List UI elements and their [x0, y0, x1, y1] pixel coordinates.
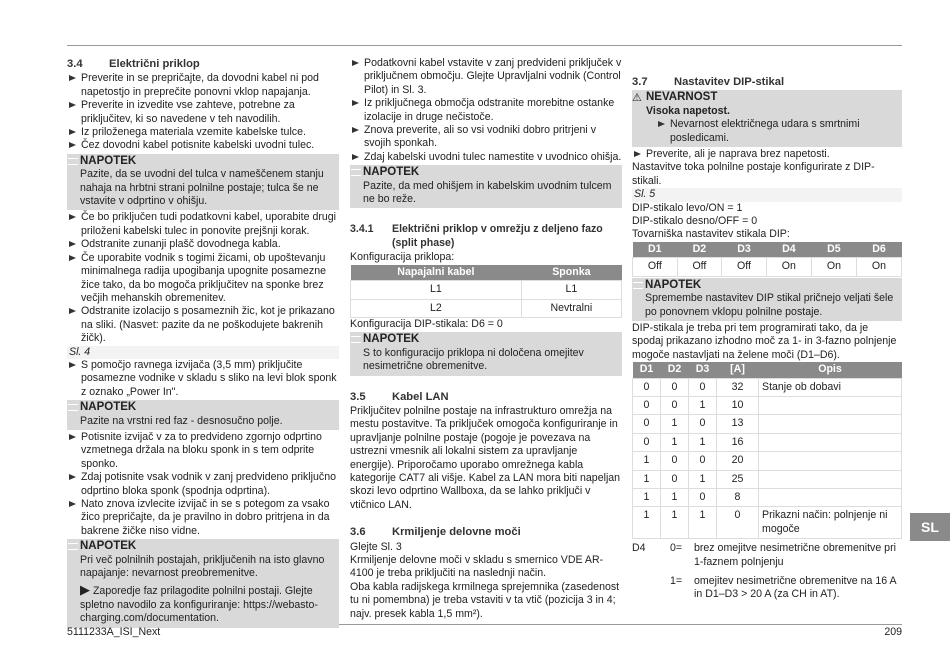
column-header: [A] — [717, 362, 759, 378]
hand-pointer-icon — [68, 404, 78, 411]
d4-label: D4 — [632, 542, 646, 555]
note-text: Pri več polnilnih postajah, priključenih na isto glavno napajanje: nevarnost preobremenitve. — [80, 553, 325, 580]
hand-pointer-icon — [351, 336, 361, 343]
page-number: 209 — [884, 626, 902, 638]
table-row — [633, 396, 902, 414]
bullet-item: Nato znova izvlecite izvijač in se s potegom za vsako žico prepričajte, da je pravilno in dobro pritrjena in da bakrene žičke niso vidne. — [67, 498, 339, 538]
note-label: NAPOTEK — [645, 278, 702, 291]
paragraph: Krmiljenje delovne moči v skladu s smernico VDE AR-4100 je treba priključiti na naslednji način. — [350, 554, 604, 580]
figure-caption: Sl. 5 — [632, 188, 902, 201]
arrow-icon: ▶ — [80, 582, 90, 598]
hand-pointer-icon — [68, 543, 78, 550]
bullet-item: Iz priloženega materiala vzemite kabelske tulce. — [67, 126, 339, 139]
hand-pointer-icon — [351, 169, 361, 176]
table-cell: L1 — [521, 281, 621, 299]
note-text: Pazite, da se uvodni del tulca v nameščenem stanju nahaja na hrbtni strani polnilne postaje; tulca še ne vstavite v odprtino v ohišju. — [80, 168, 324, 208]
note-box — [350, 165, 622, 208]
note-text: S to konfiguracijo priklopa ni določena omejitev nesimetrične obremenitve. — [363, 346, 584, 373]
table-cell — [759, 415, 902, 433]
document-id: 5111233A_ISI_Next — [67, 626, 161, 638]
left-column — [67, 58, 339, 629]
table-cell: On — [811, 258, 856, 276]
paragraph: Nastavitve toka polnilne postaje konfigurirate z DIP-stikali. — [632, 161, 875, 187]
table-cell: 1 — [689, 433, 717, 451]
column-header: D2 — [677, 242, 722, 258]
table-cell: Nevtralni — [521, 299, 621, 317]
table-cell: 1 — [689, 507, 717, 539]
bullet-item: Čez dovodni kabel potisnite kabelski uvodni tulec. — [67, 139, 339, 152]
bullet-item: Odstranite zunanji plašč dovodnega kabla. — [67, 238, 339, 251]
table-cell: 1 — [633, 488, 661, 506]
table-cell: 20 — [717, 452, 759, 470]
note-step-text: Zaporedje faz prilagodite polnilni postaji. Glejte spletno navodilo za konfiguriranje: https://webasto-charging.com/documentation. — [80, 585, 318, 625]
paragraph: Oba kabla radijskega krmilnega sprejemnika (zasedenost tu ni pomembna) je treba vstaviti v ta vtič (pozicija 3 in 4; najv. presek kabla 1,5 mm²). — [350, 580, 620, 620]
table-cell: Off — [633, 258, 678, 276]
note-box — [350, 332, 622, 375]
table-cell: 0 — [689, 378, 717, 396]
danger-subtitle: Visoka napetost. — [646, 104, 730, 117]
section-number: 3.6 — [350, 526, 366, 539]
hand-pointer-icon — [68, 158, 78, 165]
column-header: Napajalni kabel — [351, 265, 522, 281]
d4-value-1: 1= — [670, 575, 683, 587]
column-header: D3 — [722, 242, 767, 258]
language-tab: SL — [910, 513, 950, 541]
column-header: Opis — [759, 362, 902, 378]
table-cell — [759, 396, 902, 414]
table-row — [633, 378, 902, 396]
section-title: Kabel LAN — [392, 390, 449, 403]
bullet-item: Preverite in izvedite vse zahteve, potrebne za priključitev, ki so navedene v teh navodilih. — [67, 99, 339, 126]
table-cell — [759, 433, 902, 451]
note-step — [80, 583, 335, 625]
danger-bullet: Nevarnost električnega udara s smrtnimi posledicami. — [656, 118, 898, 145]
column-header: D4 — [766, 242, 811, 258]
note-label: NAPOTEK — [363, 166, 420, 179]
note-text: Pazite, da med ohišjem in kabelskim uvodnim tulcem ne bo reže. — [363, 179, 612, 206]
dip-config-text: Konfiguracija DIP-stikala: D6 = 0 — [350, 317, 503, 330]
section-title: Krmiljenje delovne moči — [392, 526, 521, 539]
bullet-item: Potisnite izvijač v za to predvideno zgornjo odprtino vzmetnega držala na bloku sponk in s tem odprite sponko. — [67, 431, 339, 471]
column-header: D1 — [633, 242, 678, 258]
table-cell: 0 — [661, 378, 689, 396]
column-header: D2 — [661, 362, 689, 378]
bullet-item: Če bo priključen tudi podatkovni kabel, uporabite drugi priloženi kabelski tulec in ponovite prejšnji korak. — [67, 211, 339, 238]
table-cell: L1 — [351, 281, 522, 299]
table-cell: 1 — [633, 470, 661, 488]
right-column — [632, 76, 902, 602]
table-cell: 32 — [717, 378, 759, 396]
table-cell: 8 — [717, 488, 759, 506]
note-box — [67, 539, 339, 627]
column-header: D3 — [689, 362, 717, 378]
danger-label: NEVARNOST — [646, 91, 718, 104]
table-row — [633, 488, 902, 506]
d4-description — [632, 542, 902, 602]
table-row — [351, 281, 622, 299]
column-header: D6 — [856, 242, 901, 258]
section-heading-3-4-1 — [350, 223, 622, 250]
paragraph: DIP-stikala je treba pri tem programirati tako, da je spodaj prikazano izhodno moč za 1- in 3-fazno polnjenje mogoče nastavljati na želene moči (D1–D6). — [632, 321, 897, 361]
table-cell: L2 — [351, 299, 522, 317]
bullet-item: Odstranite izolacijo s posameznih žic, kot je prikazano na sliki. (Nasvet: pazite da ne poškodujete bakrenih žičk). — [67, 305, 339, 345]
note-box — [67, 154, 339, 211]
lan-paragraph: Priključitev polnilne postaje na infrastrukturo omrežja na mestu postavitve. Ta priključek omogoča konfiguriranje in upravljanje polnilne postaje (pogoje je povezava na ustrezni vmesnik ali lokalni sistem za upravljanje energije). Priporočamo uporabo omrežnega kabla kategorije CAT7 ali višje. Kabel za LAN mora biti napeljan skozi levo odprtino Wallboxa, da se lahko priključi v vtičnico LAN. — [350, 404, 621, 511]
table-cell: 0 — [633, 415, 661, 433]
table-row — [633, 433, 902, 451]
table-cell: 13 — [717, 415, 759, 433]
bullet-item: Zdaj potisnite vsak vodnik v zanj predvideno priključno odprtino bloka sponk (spodnja odprtina). — [67, 471, 339, 498]
table-row — [633, 452, 902, 470]
table-cell: 0 — [717, 507, 759, 539]
section-number: 3.4.1 — [350, 223, 374, 236]
table-cell: Off — [677, 258, 722, 276]
table-cell: 1 — [661, 415, 689, 433]
section-heading-3-5 — [350, 391, 622, 404]
table-cell: On — [856, 258, 901, 276]
section-number: 3.7 — [632, 76, 648, 88]
table-row — [633, 415, 902, 433]
figure-caption: Sl. 4 — [67, 346, 339, 359]
table-cell: 16 — [717, 433, 759, 451]
factory-setting-label: Tovarniška nastavitev stikala DIP: — [632, 228, 790, 241]
bullet-list — [67, 431, 339, 538]
note-text: Pazite na vrstni red faz - desnosučno polje. — [80, 414, 283, 427]
bullet-item: Preverite, ali je naprava brez napetosti. — [632, 148, 902, 161]
section-heading-3-6 — [350, 526, 622, 539]
section-title: Nastavitev DIP-stikal — [674, 76, 785, 88]
table-row — [351, 299, 622, 317]
note-box — [67, 400, 339, 430]
d4-text-1: omejitev nesimetrične obremenitve na 16 A in D1–D3 > 20 A (za CH in AT). — [694, 575, 896, 601]
table-cell — [759, 470, 902, 488]
note-box — [632, 278, 902, 321]
current-dip-table — [632, 362, 902, 539]
note-text: Spremembe nastavitev DIP stikal pričnejo veljati šele po ponovnem vklopu polnilne postaje. — [645, 292, 894, 318]
note-label: NAPOTEK — [80, 401, 137, 414]
middle-column — [350, 57, 622, 621]
bullet-item: Zdaj kabelski uvodni tulec namestite v uvodnico ohišja. — [350, 151, 622, 164]
bullet-item: Znova preverite, ali so vsi vodniki dobro pritrjeni v svojih sponkah. — [350, 124, 622, 151]
paragraph: Glejte Sl. 3 — [350, 540, 402, 553]
table-cell: 0 — [633, 396, 661, 414]
table-cell: 10 — [717, 396, 759, 414]
column-header: Sponka — [521, 265, 621, 281]
table-cell: Prikazni način: polnjenje ni mogoče — [759, 507, 902, 539]
factory-dip-table — [632, 242, 902, 277]
dip-left-on: DIP-stikalo levo/ON = 1 — [632, 201, 743, 214]
table-row — [633, 258, 902, 276]
table-cell: 0 — [689, 452, 717, 470]
bullet-list — [67, 359, 339, 399]
dip-right-off: DIP-stikalo desno/OFF = 0 — [632, 215, 758, 228]
table-cell — [759, 452, 902, 470]
section-heading-3-7 — [632, 76, 902, 89]
connection-config-table — [350, 265, 622, 318]
column-header: D5 — [811, 242, 856, 258]
note-label: NAPOTEK — [363, 333, 420, 346]
note-label: NAPOTEK — [80, 154, 137, 167]
bullet-item: S pomočjo ravnega izvijača (3,5 mm) priključite posamezne vodnike v skladu s sliko na levi blok sponk z oznako „Power In". — [67, 359, 339, 399]
section-title: Električni priklop v omrežju z deljeno fazo (split phase) — [392, 223, 603, 249]
bullet-list — [67, 72, 339, 152]
table-cell: Off — [722, 258, 767, 276]
table-cell — [759, 488, 902, 506]
top-rule — [67, 45, 902, 46]
table-cell: 25 — [717, 470, 759, 488]
hand-pointer-icon — [633, 282, 643, 289]
bullet-item: Če uporabite vodnik s togimi žicami, ob upoštevanju minimalnega radija upogibanja upognite posamezne žice tako, da bo mogoča priključitev na sponke brez večjih mehanskih obremenitev. — [67, 252, 339, 306]
danger-box — [632, 90, 902, 147]
bullet-item: Podatkovni kabel vstavite v zanj predvideni priključek v priključnem območju. Glejte Upravljalni vodnik (Control Pilot) in Sl. 3. — [350, 57, 622, 97]
table-cell: 0 — [661, 452, 689, 470]
section-heading-3-4 — [67, 58, 339, 71]
d4-text-0: brez omejitve nesimetrične obremenitve pri 1-faznem polnjenju — [694, 542, 896, 568]
bullet-list — [350, 57, 622, 164]
table-cell: 1 — [689, 470, 717, 488]
table-cell: On — [766, 258, 811, 276]
table-cell: 0 — [661, 396, 689, 414]
table-cell: 1 — [633, 507, 661, 539]
d4-value-0: 0= — [670, 542, 683, 555]
table-row — [633, 507, 902, 539]
config-label: Konfiguracija priklopa: — [350, 251, 455, 264]
warning-triangle-icon: ⚠ — [632, 92, 642, 105]
table-cell: 0 — [689, 415, 717, 433]
table-row — [633, 470, 902, 488]
table-cell: 1 — [661, 488, 689, 506]
table-cell: 0 — [689, 488, 717, 506]
table-cell: 0 — [633, 378, 661, 396]
bullet-list — [67, 211, 339, 345]
section-number: 3.5 — [350, 390, 366, 403]
note-label: NAPOTEK — [80, 540, 137, 553]
section-number: 3.4 — [67, 58, 83, 70]
table-cell: 1 — [661, 433, 689, 451]
bullet-item: Iz priključnega območja odstranite morebitne ostanke izolacije in druge nečistoče. — [350, 97, 622, 124]
table-cell: 0 — [633, 433, 661, 451]
table-cell: 1 — [661, 507, 689, 539]
table-cell: 1 — [689, 396, 717, 414]
table-cell: 1 — [633, 452, 661, 470]
bullet-item: Preverite in se prepričajte, da dovodni kabel ni pod napetostjo in preprečite ponovni vklop napajanja. — [67, 72, 339, 99]
table-cell: 0 — [661, 470, 689, 488]
section-title: Električni priklop — [109, 58, 200, 70]
table-cell: Stanje ob dobavi — [759, 378, 902, 396]
column-header: D1 — [633, 362, 661, 378]
